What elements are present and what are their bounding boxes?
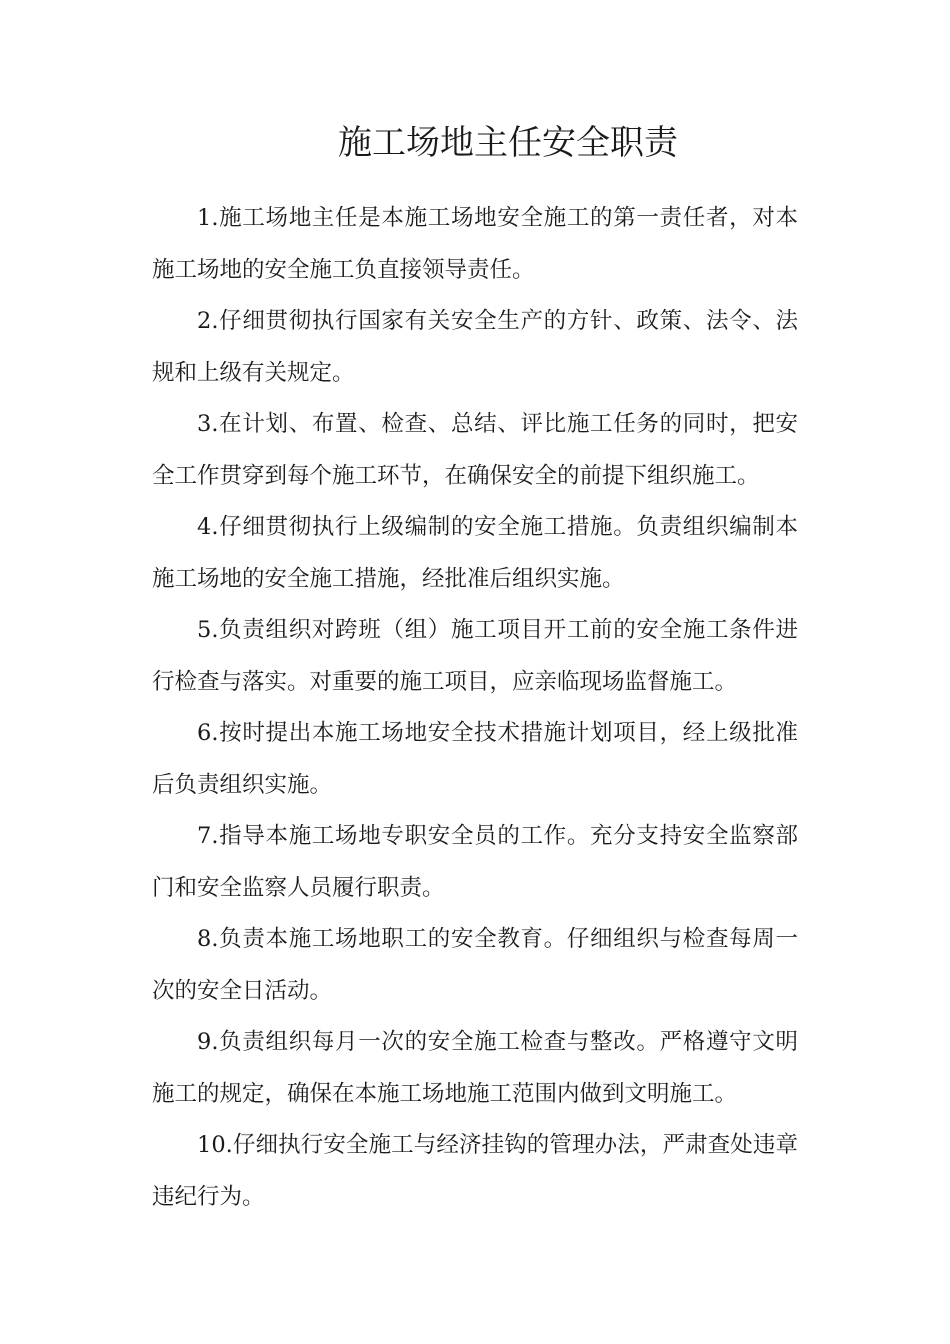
paragraph-8: 8.负责本施工场地职工的安全教育。仔细组织与检查每周一次的安全日活动。 [152,926,798,1004]
document-body [152,193,798,1223]
paragraph-7: 7.指导本施工场地专职安全员的工作。充分支持安全监察部门和安全监察人员履行职责。 [152,823,798,901]
paragraph-2: 2.仔细贯彻执行国家有关安全生产的方针、政策、法令、法规和上级有关规定。 [152,308,798,386]
paragraph-5: 5.负责组织对跨班（组）施工项目开工前的安全施工条件进行检查与落实。对重要的施工项目，应亲临现场监督施工。 [152,617,798,695]
paragraph-9: 9.负责组织每月一次的安全施工检查与整改。严格遵守文明施工的规定，确保在本施工场地施工范围内做到文明施工。 [152,1029,798,1107]
document-title: 施工场地主任安全职责 [338,123,678,163]
paragraph-1: 1.施工场地主任是本施工场地安全施工的第一责任者，对本施工场地的安全施工负直接领导责任。 [152,205,798,283]
paragraph-4: 4.仔细贯彻执行上级编制的安全施工措施。负责组织编制本施工场地的安全施工措施，经批准后组织实施。 [152,514,798,592]
paragraph-6: 6.按时提出本施工场地安全技术措施计划项目，经上级批准后负责组织实施。 [152,720,798,798]
paragraph-3: 3.在计划、布置、检查、总结、评比施工任务的同时，把安全工作贯穿到每个施工环节，在确保安全的前提下组织施工。 [152,411,798,489]
paragraph-10: 10.仔细执行安全施工与经济挂钩的管理办法，严肃查处违章违纪行为。 [152,1132,798,1210]
